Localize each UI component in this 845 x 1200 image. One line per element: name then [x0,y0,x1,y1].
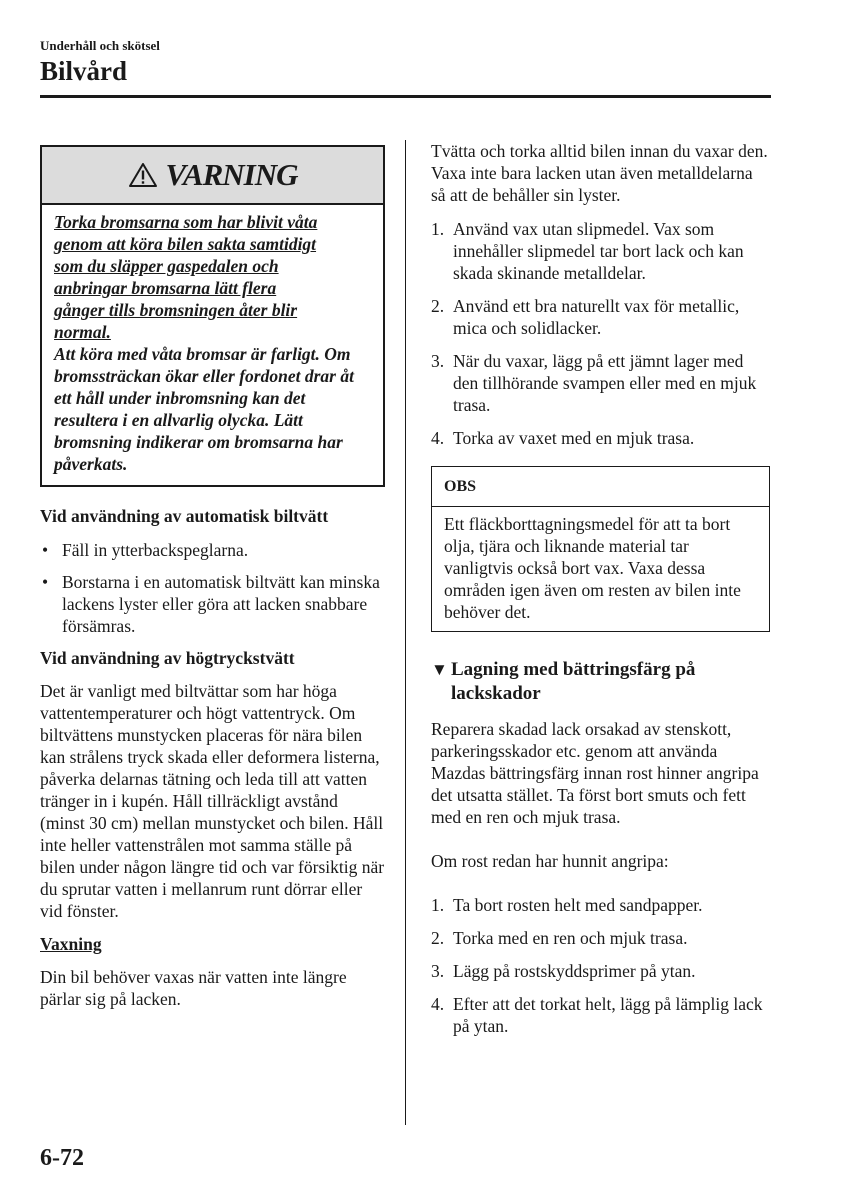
warning-triangle-icon [128,162,158,188]
list-item: • Borstarna i en automatisk biltvätt kan minska lackens lyster eller göra att lacken snabbare försämras. [40,571,385,637]
touchup-heading-text: Lagning med bättringsfärg på lackskador [451,659,696,704]
step-text: Torka av vaxet med en mjuk trasa. [453,428,695,448]
warning-line: genom att köra bilen sakta samtidigt [54,234,317,254]
warning-box [40,145,385,487]
right-column [431,140,771,1048]
step-number: 1. [431,895,445,915]
warning-line: gånger tills bromsningen åter blir [54,300,298,320]
waxing-intro: Tvätta och torka alltid bilen innan du vaxar den. Vaxa inte bara lacken utan även metalldelarna så att de behåller sin lyster. [431,141,768,205]
step-number: 2. [431,928,445,948]
section-label: Underhåll och skötsel [40,38,160,53]
waxing-heading: Vaxning [40,934,102,954]
step-number: 4. [431,428,445,448]
list-item [431,894,771,916]
warning-line: som du släpper gaspedalen och [54,256,279,276]
step-number: 2. [431,296,445,316]
step-text: Ta bort rosten helt med sandpapper. [453,895,703,915]
list-item [431,350,771,416]
triangle-marker-icon: ▼ [431,660,448,679]
warning-line: anbringar bromsarna lätt flera [54,278,277,298]
list-item: • Fäll in ytterbackspeglarna. [40,539,385,561]
pressure-wash-text: Det är vanligt med biltvättar som har höga vattentemperaturer och högt vattentryck. Om biltvättens munstycken placeras för nära bilen kan strålens tryck skada eller deformera listerna, påverka delarnas tätning och leda till att vatten tränger in i kupén. Håll tillräckligt avstånd (minst 30 cm) mellan munstycket och bilen. Håll inte heller vattenstrålen mot samma ställe på bilen under någon längre tid och var försiktig när du sprutar vatten i mellanrum runt dörrar eller vid fönster. [40,681,385,921]
obs-title: OBS [432,467,769,507]
warning-line: normal. [54,322,111,342]
waxing-text: Din bil behöver vaxas när vatten inte längre pärlar sig på lacken. [40,967,347,1009]
list-item [431,427,771,449]
step-text: Lägg på rostskyddsprimer på ytan. [453,961,696,981]
list-item [431,927,771,949]
list-item [431,295,771,339]
list-item [431,993,771,1037]
step-number: 3. [431,961,445,981]
warning-underlined-text [54,211,371,343]
step-number: 1. [431,219,445,239]
step-text: Använd vax utan slipmedel. Vax som innehåller slipmedel tar bort lack och kan skada skinande metalldelar. [453,219,744,283]
step-text: Torka med en ren och mjuk trasa. [453,928,688,948]
auto-wash-heading: Vid användning av automatisk biltvätt [40,506,329,526]
column-divider [405,140,406,1125]
step-number: 3. [431,351,445,371]
step-text: Använd ett bra naturellt vax för metallic, mica och solidlacker. [453,296,740,338]
step-number: 4. [431,994,445,1014]
warning-header [42,147,383,205]
auto-wash-list [40,539,385,637]
obs-box [431,466,770,632]
page-number: 6-72 [40,1145,84,1171]
warning-text: Att köra med våta bromsar är farligt. Om bromssträckan ökar eller fordonet drar åt ett håll under inbromsning kan det resultera i en allvarlig olycka. Lätt bromsning indikerar om bromsarna har påverkats. [54,344,354,474]
touchup-steps [431,894,771,1037]
obs-text: Ett fläckborttagningsmedel för att ta bort olja, tjära och liknande material tar vanligtvis också bort vax. Vaxa dessa områden igen även om resten av bilen inte behöver det. [444,514,741,622]
left-column [40,145,385,1010]
warning-body [42,205,383,485]
step-text: När du vaxar, lägg på ett jämnt lager med den tillhörande svampen eller med en mjuk trasa. [453,351,757,415]
touchup-text: Reparera skadad lack orsakad av stenskott, parkeringsskador etc. genom att använda Mazdas bättringsfärg innan rost hinner angripa det utsatta stället. Ta först bort smuts och fett med en ren och mjuk trasa. [431,719,759,827]
page-title: Bilvård [40,56,128,86]
pressure-wash-heading: Vid användning av högtryckstvätt [40,648,295,668]
warning-title: VARNING [165,157,298,192]
waxing-steps [431,218,771,449]
touchup-heading [431,658,771,706]
list-item [431,218,771,284]
list-item [431,960,771,982]
rust-intro: Om rost redan har hunnit angripa: [431,851,669,871]
title-rule [40,95,771,98]
warning-line: Torka bromsarna som har blivit våta [54,212,318,232]
step-text: Efter att det torkat helt, lägg på lämplig lack på ytan. [453,994,763,1036]
